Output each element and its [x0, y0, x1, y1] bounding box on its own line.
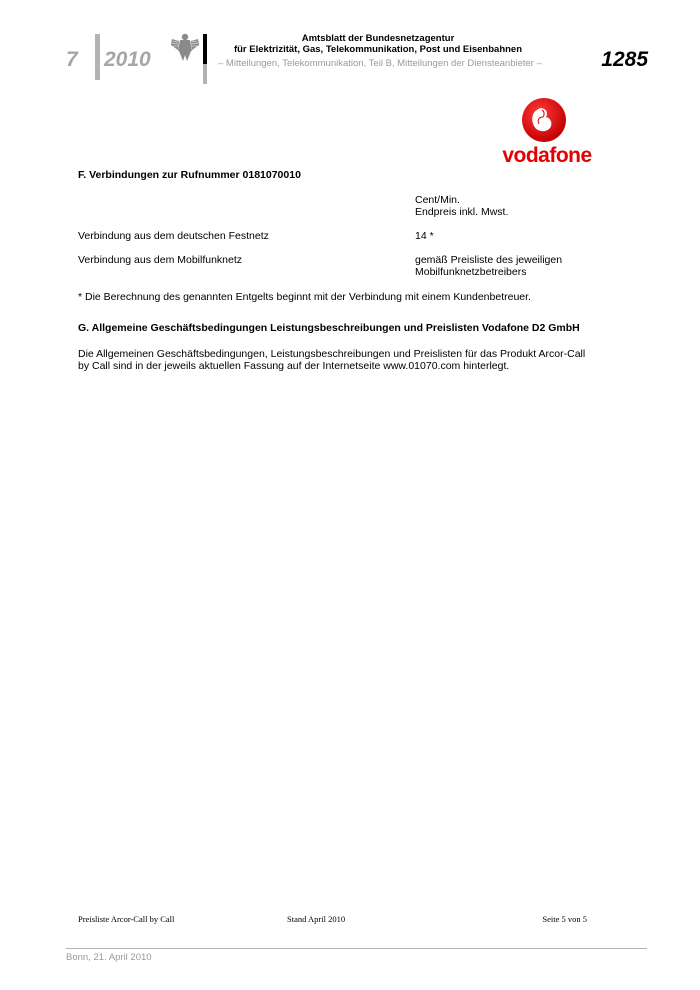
doc-footer-right: Seite 5 von 5 [542, 914, 587, 924]
price-header-unit: Cent/Min. [415, 194, 460, 206]
header-divider-right [203, 34, 207, 64]
page-number: 1285 [601, 48, 648, 71]
gazette-title-line2: für Elektrizität, Gas, Telekommunikation, Post und Eisenbahnen [233, 44, 523, 55]
row-price-festnetz: 14 * [415, 230, 434, 242]
doc-footer-left: Preisliste Arcor-Call by Call [78, 914, 175, 924]
vodafone-logo [497, 96, 597, 168]
page-footer-date: Bonn, 21. April 2010 [66, 952, 152, 963]
issue-year: 2010 [104, 48, 151, 71]
price-header [415, 194, 508, 218]
footnote: * Die Berechnung des genannten Entgelts beginnt mit der Verbindung mit einem Kundenbetreuer. [78, 291, 531, 303]
header-divider-right-gray [203, 64, 207, 84]
vodafone-wordmark: vodafone [502, 144, 592, 167]
header-divider-left [95, 34, 100, 80]
gazette-subtitle: – Mitteilungen, Telekommunikation, Teil B, Mitteilungen der Diensteanbieter – [218, 58, 542, 69]
doc-footer-center: Stand April 2010 [287, 914, 346, 924]
price-header-note: Endpreis inkl. Mwst. [415, 206, 509, 218]
row-price-mobilfunk-line2: Mobilfunknetzbetreibers [415, 266, 527, 278]
section-f-heading: F. Verbindungen zur Rufnummer 0181070010 [78, 169, 301, 181]
section-g-body-line2: by Call sind in der jeweils aktuellen Fassung auf der Internetseite www.01070.com hinterlegt. [78, 360, 510, 372]
row-price-mobilfunk [415, 254, 562, 278]
row-label-mobilfunk: Verbindung aus dem Mobilfunknetz [78, 254, 243, 266]
federal-eagle-icon [170, 31, 200, 65]
row-price-mobilfunk-line1: gemäß Preisliste des jeweiligen [415, 254, 563, 266]
section-g-body-line1: Die Allgemeinen Geschäftsbedingungen, Leistungsbeschreibungen und Preislisten für das Produkt Arcor-Call [78, 348, 586, 360]
page-footer-rule [66, 948, 647, 949]
section-g-body [78, 348, 585, 372]
section-g-heading: G. Allgemeine Geschäftsbedingungen Leistungsbeschreibungen und Preislisten Vodafone D2 GmbH [78, 322, 580, 334]
gazette-title [220, 33, 536, 55]
issue-number: 7 [66, 48, 78, 71]
gazette-title-line1: Amtsblatt der Bundesnetzagentur [301, 33, 455, 44]
row-label-festnetz: Verbindung aus dem deutschen Festnetz [78, 230, 269, 242]
